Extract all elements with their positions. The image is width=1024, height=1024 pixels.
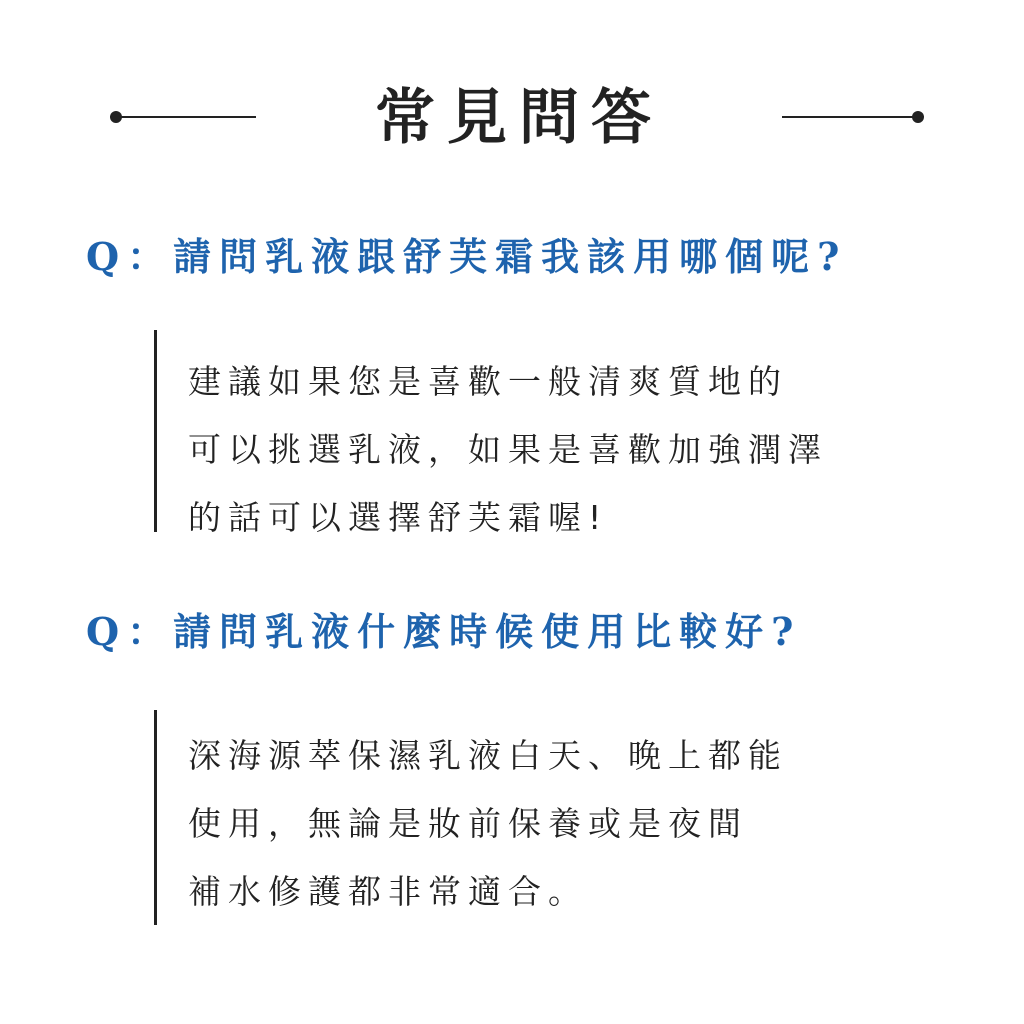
page-title: 常見問答 [375,83,663,153]
answer-2-line-2: 使用，無論是妝前保養或是夜間 [188,804,748,843]
title-right-line [782,116,920,118]
answer-1-text [188,348,828,552]
title-left-line [116,116,256,118]
answer-1-line-2: 可以挑選乳液，如果是喜歡加強潤澤 [188,430,828,469]
title-right-dot [912,111,924,123]
answer-2-line-1: 深海源萃保濕乳液白天、晚上都能 [188,736,788,775]
answer-2-line-3: 補水修護都非常適合。 [188,872,588,911]
faq-question-2: Q：請問乳液什麼時候使用比較好? [86,609,802,654]
answer-2-text [188,722,788,926]
faq-question-1: Q：請問乳液跟舒芙霜我該用哪個呢? [86,234,848,279]
answer-1-line-3: 的話可以選擇舒芙霜喔! [188,498,609,537]
answer-1-line-1: 建議如果您是喜歡一般清爽質地的 [188,362,788,401]
faq-header [0,78,1024,158]
answer-2-divider [154,710,157,925]
answer-1-divider [154,330,157,532]
